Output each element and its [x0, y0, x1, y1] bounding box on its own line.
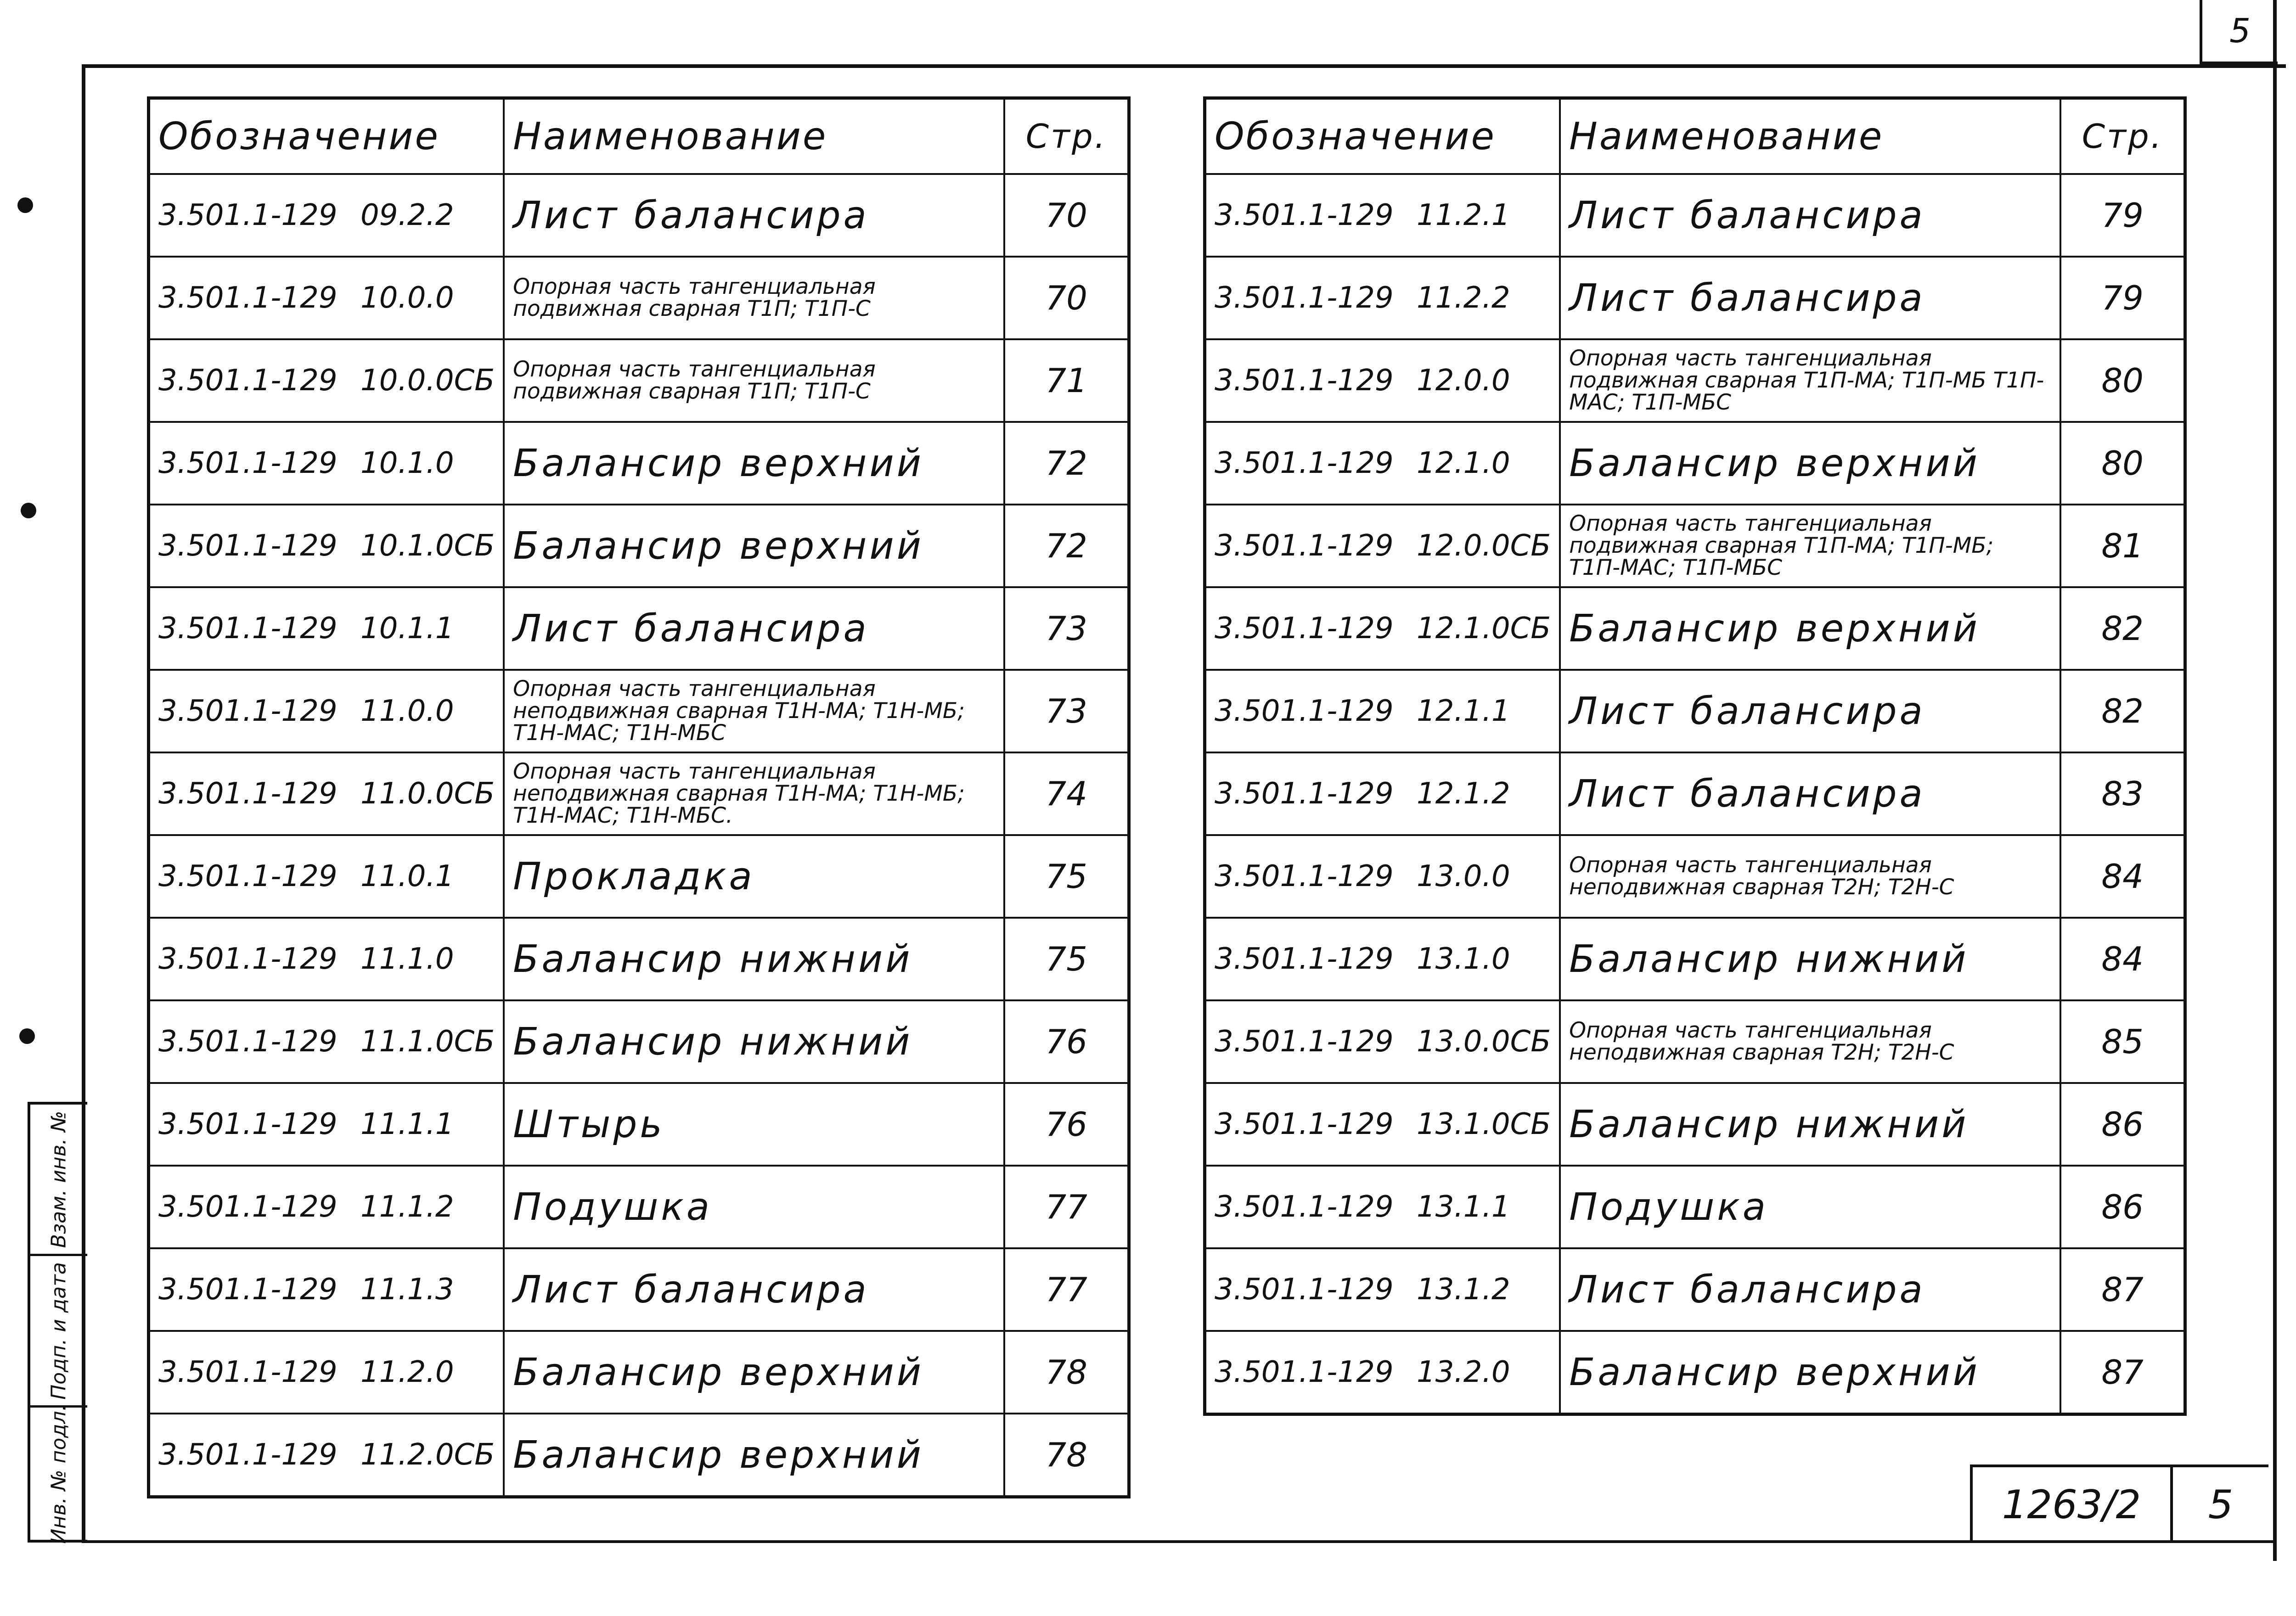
- drawing-code: 13.1.2: [1417, 1273, 1510, 1307]
- page-cell: 79: [2060, 257, 2185, 339]
- page-cell: 86: [2060, 1166, 2185, 1248]
- designation-cell: [1205, 1083, 1560, 1166]
- spec-table-left: [147, 96, 1131, 1498]
- side-label-sign-date: Подп. и дата: [47, 1262, 71, 1400]
- name-cell: Лист балансира: [1560, 1248, 2060, 1331]
- page-cell: 80: [2060, 422, 2185, 505]
- name-cell: Лист балансира: [1560, 752, 2060, 835]
- drawing-code: 11.1.1: [360, 1107, 454, 1141]
- series-number: 3.501.1-129: [158, 612, 338, 645]
- side-label-replaced: Взам. инв. №: [47, 1111, 71, 1248]
- name-cell: Прокладка: [504, 835, 1004, 918]
- designation-cell: [149, 1248, 504, 1331]
- header-page: Стр.: [2060, 98, 2185, 174]
- designation-cell: [149, 1083, 504, 1166]
- series-number: 3.501.1-129: [158, 694, 338, 728]
- series-number: 3.501.1-129: [1215, 529, 1394, 563]
- table-row: [1205, 1083, 2185, 1166]
- designation-cell: [1205, 257, 1560, 339]
- drawing-code: 12.1.0СБ: [1417, 612, 1551, 645]
- drawing-code: 11.2.1: [1417, 198, 1510, 232]
- designation-cell: [149, 505, 504, 587]
- page-cell: 75: [1004, 918, 1129, 1000]
- drawing-code: 11.2.0СБ: [360, 1438, 495, 1472]
- frame-bottom-line: [82, 1540, 2277, 1543]
- page-cell: 77: [1004, 1166, 1129, 1248]
- designation-cell: [149, 752, 504, 835]
- series-number: 3.501.1-129: [1215, 612, 1394, 645]
- name-cell: Балансир нижний: [504, 1000, 1004, 1083]
- page-cell: 84: [2060, 835, 2185, 918]
- side-cell-sign-date: [30, 1256, 87, 1408]
- drawing-code: 11.0.1: [360, 859, 454, 893]
- page-cell: 72: [1004, 505, 1129, 587]
- title-sheet-number: 5: [2208, 1482, 2234, 1528]
- series-number: 3.501.1-129: [158, 446, 338, 480]
- series-number: 3.501.1-129: [1215, 364, 1394, 398]
- designation-cell: [149, 670, 504, 752]
- table-row: [149, 505, 1129, 587]
- drawing-code: 11.1.0СБ: [360, 1025, 495, 1059]
- name-cell: Опорная часть тангенциальная неподвижная сварная Т2Н; Т2Н-С: [1560, 1000, 2060, 1083]
- page-cell: 81: [2060, 505, 2185, 587]
- page-cell: 80: [2060, 339, 2185, 422]
- spec-table-right-body: [1205, 174, 2185, 1414]
- name-cell: Балансир верхний: [1560, 422, 2060, 505]
- page-cell: 72: [1004, 422, 1129, 505]
- title-block: [1970, 1464, 2268, 1543]
- drawing-code: 11.1.0: [360, 942, 454, 976]
- designation-cell: [1205, 422, 1560, 505]
- designation-cell: [149, 339, 504, 422]
- page-cell: 85: [2060, 1000, 2185, 1083]
- header-designation: Обозначение: [1205, 98, 1560, 174]
- series-number: 3.501.1-129: [158, 1273, 338, 1307]
- side-approval-strip: [28, 1102, 87, 1543]
- table-row: [149, 670, 1129, 752]
- series-number: 3.501.1-129: [1215, 1273, 1394, 1307]
- header-name: Наименование: [1560, 98, 2060, 174]
- page-cell: 78: [1004, 1331, 1129, 1414]
- table-row: [149, 1000, 1129, 1083]
- designation-cell: [149, 174, 504, 257]
- table-row: [149, 587, 1129, 670]
- page-cell: 78: [1004, 1414, 1129, 1497]
- table-row: [1205, 1331, 2185, 1414]
- drawing-code: 12.1.0: [1417, 446, 1510, 480]
- drawing-code: 13.0.0СБ: [1417, 1025, 1551, 1059]
- designation-cell: [149, 257, 504, 339]
- drawing-code: 13.1.0СБ: [1417, 1107, 1551, 1141]
- drawing-code: 11.2.2: [1417, 281, 1510, 315]
- series-number: 3.501.1-129: [1215, 1355, 1394, 1389]
- sheet-number-corner: 5: [2200, 0, 2278, 64]
- drawing-code: 09.2.2: [360, 198, 454, 232]
- drawing-code: 13.1.0: [1417, 942, 1510, 976]
- series-number: 3.501.1-129: [158, 1107, 338, 1141]
- page-cell: 86: [2060, 1083, 2185, 1166]
- designation-cell: [1205, 1000, 1560, 1083]
- drawing-code: 11.1.3: [360, 1273, 454, 1307]
- table-row: [1205, 339, 2185, 422]
- page-cell: 84: [2060, 918, 2185, 1000]
- series-number: 3.501.1-129: [1215, 1107, 1394, 1141]
- page-cell: 87: [2060, 1331, 2185, 1414]
- side-cell-inv-no: [30, 1404, 87, 1544]
- designation-cell: [1205, 505, 1560, 587]
- designation-cell: [1205, 587, 1560, 670]
- page-cell: 74: [1004, 752, 1129, 835]
- series-number: 3.501.1-129: [158, 1438, 338, 1472]
- page-cell: 70: [1004, 174, 1129, 257]
- series-number: 3.501.1-129: [158, 1355, 338, 1389]
- name-cell: Балансир нижний: [504, 918, 1004, 1000]
- drawing-code: 12.1.1: [1417, 694, 1510, 728]
- drawing-code: 10.1.1: [360, 612, 454, 645]
- table-row: [1205, 670, 2185, 752]
- designation-cell: [1205, 174, 1560, 257]
- table-row: [149, 1331, 1129, 1414]
- designation-cell: [149, 1166, 504, 1248]
- name-cell: Балансир верхний: [504, 422, 1004, 505]
- table-row: [1205, 918, 2185, 1000]
- designation-cell: [149, 587, 504, 670]
- table-row: [1205, 257, 2185, 339]
- header-page: Стр.: [1004, 98, 1129, 174]
- designation-cell: [1205, 752, 1560, 835]
- series-number: 3.501.1-129: [1215, 198, 1394, 232]
- page-cell: 76: [1004, 1083, 1129, 1166]
- frame-right-edge: [2273, 0, 2277, 1561]
- series-number: 3.501.1-129: [158, 777, 338, 811]
- drawing-code: 11.0.0СБ: [360, 777, 495, 811]
- binding-hole: [19, 1028, 35, 1044]
- table-row: [1205, 1166, 2185, 1248]
- designation-cell: [149, 835, 504, 918]
- designation-cell: [1205, 918, 1560, 1000]
- drawing-code: 10.1.0: [360, 446, 454, 480]
- designation-cell: [1205, 1166, 1560, 1248]
- name-cell: Опорная часть тангенциальная подвижная сварная Т1П; Т1П-С: [504, 339, 1004, 422]
- drawing-code: 12.0.0СБ: [1417, 529, 1551, 563]
- drawing-code: 10.0.0: [360, 281, 454, 315]
- designation-cell: [149, 1331, 504, 1414]
- page-cell: 79: [2060, 174, 2185, 257]
- series-number: 3.501.1-129: [158, 942, 338, 976]
- drawing-code: 11.1.2: [360, 1190, 454, 1224]
- designation-cell: [1205, 339, 1560, 422]
- table-row: [1205, 174, 2185, 257]
- table-row: [149, 422, 1129, 505]
- side-cell-replaced: [30, 1105, 87, 1256]
- table-row: [149, 918, 1129, 1000]
- series-number: 3.501.1-129: [158, 529, 338, 563]
- name-cell: Штырь: [504, 1083, 1004, 1166]
- name-cell: Лист балансира: [1560, 670, 2060, 752]
- drawing-code: 12.0.0: [1417, 364, 1510, 398]
- table-row: [1205, 587, 2185, 670]
- series-number: 3.501.1-129: [1215, 859, 1394, 893]
- drawing-code: 13.1.1: [1417, 1190, 1510, 1224]
- name-cell: Опорная часть тангенциальная неподвижная сварная Т1Н-МА; Т1Н-МБ; Т1Н-МАС; Т1Н-МБС: [504, 670, 1004, 752]
- table-row: [1205, 422, 2185, 505]
- binding-hole: [21, 503, 36, 518]
- table-row: [149, 1248, 1129, 1331]
- series-number: 3.501.1-129: [1215, 694, 1394, 728]
- series-number: 3.501.1-129: [158, 1190, 338, 1224]
- series-number: 3.501.1-129: [158, 1025, 338, 1059]
- page-cell: 77: [1004, 1248, 1129, 1331]
- spec-table-left-body: [149, 174, 1129, 1497]
- table-row: [1205, 835, 2185, 918]
- page-cell: 87: [2060, 1248, 2185, 1331]
- page-cell: 73: [1004, 670, 1129, 752]
- name-cell: Опорная часть тангенциальная неподвижная сварная Т1Н-МА; Т1Н-МБ; Т1Н-МАС; Т1Н-МБС.: [504, 752, 1004, 835]
- name-cell: Опорная часть тангенциальная подвижная сварная Т1П-МА; Т1П-МБ Т1П-МАС; Т1П-МБС: [1560, 339, 2060, 422]
- page-cell: 73: [1004, 587, 1129, 670]
- drawing-code: 13.2.0: [1417, 1355, 1510, 1389]
- name-cell: Балансир верхний: [504, 505, 1004, 587]
- name-cell: Лист балансира: [504, 587, 1004, 670]
- name-cell: Балансир верхний: [1560, 1331, 2060, 1414]
- table-row: [149, 257, 1129, 339]
- table-row: [149, 1166, 1129, 1248]
- drawing-code: 11.0.0: [360, 694, 454, 728]
- drawing-code: 13.0.0: [1417, 859, 1510, 893]
- designation-cell: [149, 422, 504, 505]
- binding-hole: [17, 197, 33, 213]
- page-cell: 76: [1004, 1000, 1129, 1083]
- header-name: Наименование: [504, 98, 1004, 174]
- page-cell: 83: [2060, 752, 2185, 835]
- designation-cell: [149, 1000, 504, 1083]
- designation-cell: [1205, 670, 1560, 752]
- series-number: 3.501.1-129: [1215, 446, 1394, 480]
- table-row: [149, 835, 1129, 918]
- table-row: [149, 1083, 1129, 1166]
- name-cell: Балансир верхний: [504, 1414, 1004, 1497]
- series-number: 3.501.1-129: [1215, 1190, 1394, 1224]
- series-number: 3.501.1-129: [1215, 281, 1394, 315]
- table-row: [149, 752, 1129, 835]
- page-cell: 82: [2060, 670, 2185, 752]
- header-designation: Обозначение: [149, 98, 504, 174]
- spec-table-right: [1203, 96, 2187, 1416]
- series-number: 3.501.1-129: [158, 859, 338, 893]
- name-cell: Лист балансира: [1560, 174, 2060, 257]
- table-row: [1205, 1000, 2185, 1083]
- designation-cell: [1205, 1331, 1560, 1414]
- designation-cell: [1205, 835, 1560, 918]
- page-cell: 82: [2060, 587, 2185, 670]
- series-number: 3.501.1-129: [158, 364, 338, 398]
- name-cell: Лист балансира: [1560, 257, 2060, 339]
- table-row: [149, 1414, 1129, 1497]
- name-cell: Опорная часть тангенциальная подвижная сварная Т1П; Т1П-С: [504, 257, 1004, 339]
- page-cell: 70: [1004, 257, 1129, 339]
- name-cell: Балансир верхний: [1560, 587, 2060, 670]
- drawing-code: 10.1.0СБ: [360, 529, 495, 563]
- name-cell: Подушка: [1560, 1166, 2060, 1248]
- table-header-row: [1205, 98, 2185, 174]
- drawing-code: 10.0.0СБ: [360, 364, 495, 398]
- series-number: 3.501.1-129: [158, 281, 338, 315]
- designation-cell: [1205, 1248, 1560, 1331]
- table-row: [149, 339, 1129, 422]
- series-number: 3.501.1-129: [1215, 777, 1394, 811]
- page-cell: 71: [1004, 339, 1129, 422]
- name-cell: Подушка: [504, 1166, 1004, 1248]
- name-cell: Опорная часть тангенциальная неподвижная сварная Т2Н; Т2Н-С: [1560, 835, 2060, 918]
- name-cell: Балансир нижний: [1560, 1083, 2060, 1166]
- table-row: [1205, 752, 2185, 835]
- name-cell: Балансир верхний: [504, 1331, 1004, 1414]
- name-cell: Балансир нижний: [1560, 918, 2060, 1000]
- table-row: [1205, 1248, 2185, 1331]
- series-number: 3.501.1-129: [158, 198, 338, 232]
- table-row: [1205, 505, 2185, 587]
- drawing-code: 12.1.2: [1417, 777, 1510, 811]
- document-code: 1263/2: [1973, 1467, 2173, 1543]
- designation-cell: [149, 1414, 504, 1497]
- table-header-row: [149, 98, 1129, 174]
- table-row: [149, 174, 1129, 257]
- name-cell: Лист балансира: [504, 1248, 1004, 1331]
- name-cell: Опорная часть тангенциальная подвижная сварная Т1П-МА; Т1П-МБ; Т1П-МАС; Т1П-МБС: [1560, 505, 2060, 587]
- designation-cell: [149, 918, 504, 1000]
- series-number: 3.501.1-129: [1215, 1025, 1394, 1059]
- name-cell: Лист балансира: [504, 174, 1004, 257]
- page-cell: 75: [1004, 835, 1129, 918]
- side-label-inv-no: Инв. № подл.: [47, 1404, 71, 1544]
- series-number: 3.501.1-129: [1215, 942, 1394, 976]
- drawing-code: 11.2.0: [360, 1355, 454, 1389]
